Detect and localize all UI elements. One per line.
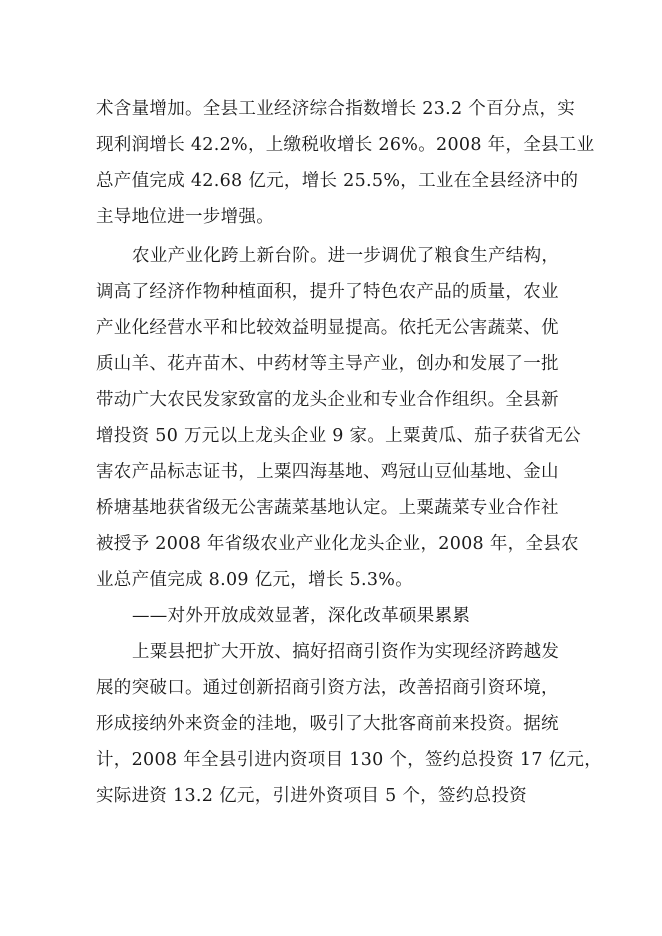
text-line: 现利润增长 42.2%，上缴税收增长 26%。2008 年，全县工业	[96, 135, 595, 155]
text-line: 术含量增加。全县工业经济综合指数增长 23.2 个百分点，实	[96, 99, 576, 119]
text-line: 害农产品标志证书，上粟四海基地、鸡冠山豆仙基地、金山	[96, 462, 559, 482]
text-line: 业总产值完成 8.09 亿元，增长 5.3%。	[96, 570, 414, 590]
text-line: 增投资 50 万元以上龙头企业 9 家。上粟黄瓜、茄子获省无公	[96, 426, 581, 446]
text-line: 主导地位进一步增强。	[96, 207, 274, 227]
text-line: 质山羊、花卉苗木、中药材等主导产业，创办和发展了一批	[96, 354, 559, 374]
text-line: 形成接纳外来资金的洼地，吸引了大批客商前来投资。据统	[96, 714, 559, 734]
text-line: 被授予 2008 年省级农业产业化龙头企业，2008 年，全县农	[96, 534, 579, 554]
text-line: 计，2008 年全县引进内资项目 130 个，签约总投资 17 亿元，	[96, 750, 603, 770]
text-line: 实际进资 13.2 亿元，引进外资项目 5 个，签约总投资	[96, 786, 528, 806]
text-line: 总产值完成 42.68 亿元，增长 25.5%，工业在全县经济中的	[96, 171, 579, 191]
text-line: 产业化经营水平和比较效益明显提高。依托无公害蔬菜、优	[96, 318, 559, 338]
text-line: 桥塘基地获省级无公害蔬菜基地认定。上粟蔬菜专业合作社	[96, 498, 559, 518]
text-line: 调高了经济作物种植面积，提升了特色农产品的质量，农业	[96, 282, 559, 302]
section-heading: ——对外开放成效显著，深化改革硕果累累	[132, 606, 471, 626]
text-line: 展的突破口。通过创新招商引资方法，改善招商引资环境，	[96, 678, 559, 698]
text-line: 带动广大农民发家致富的龙头企业和专业合作组织。全县新	[96, 390, 559, 410]
paragraph-first-line: 农业产业化跨上新台阶。进一步调优了粮食生产结构，	[132, 246, 560, 266]
paragraph-first-line: 上粟县把扩大开放、搞好招商引资作为实现经济跨越发	[132, 642, 560, 662]
